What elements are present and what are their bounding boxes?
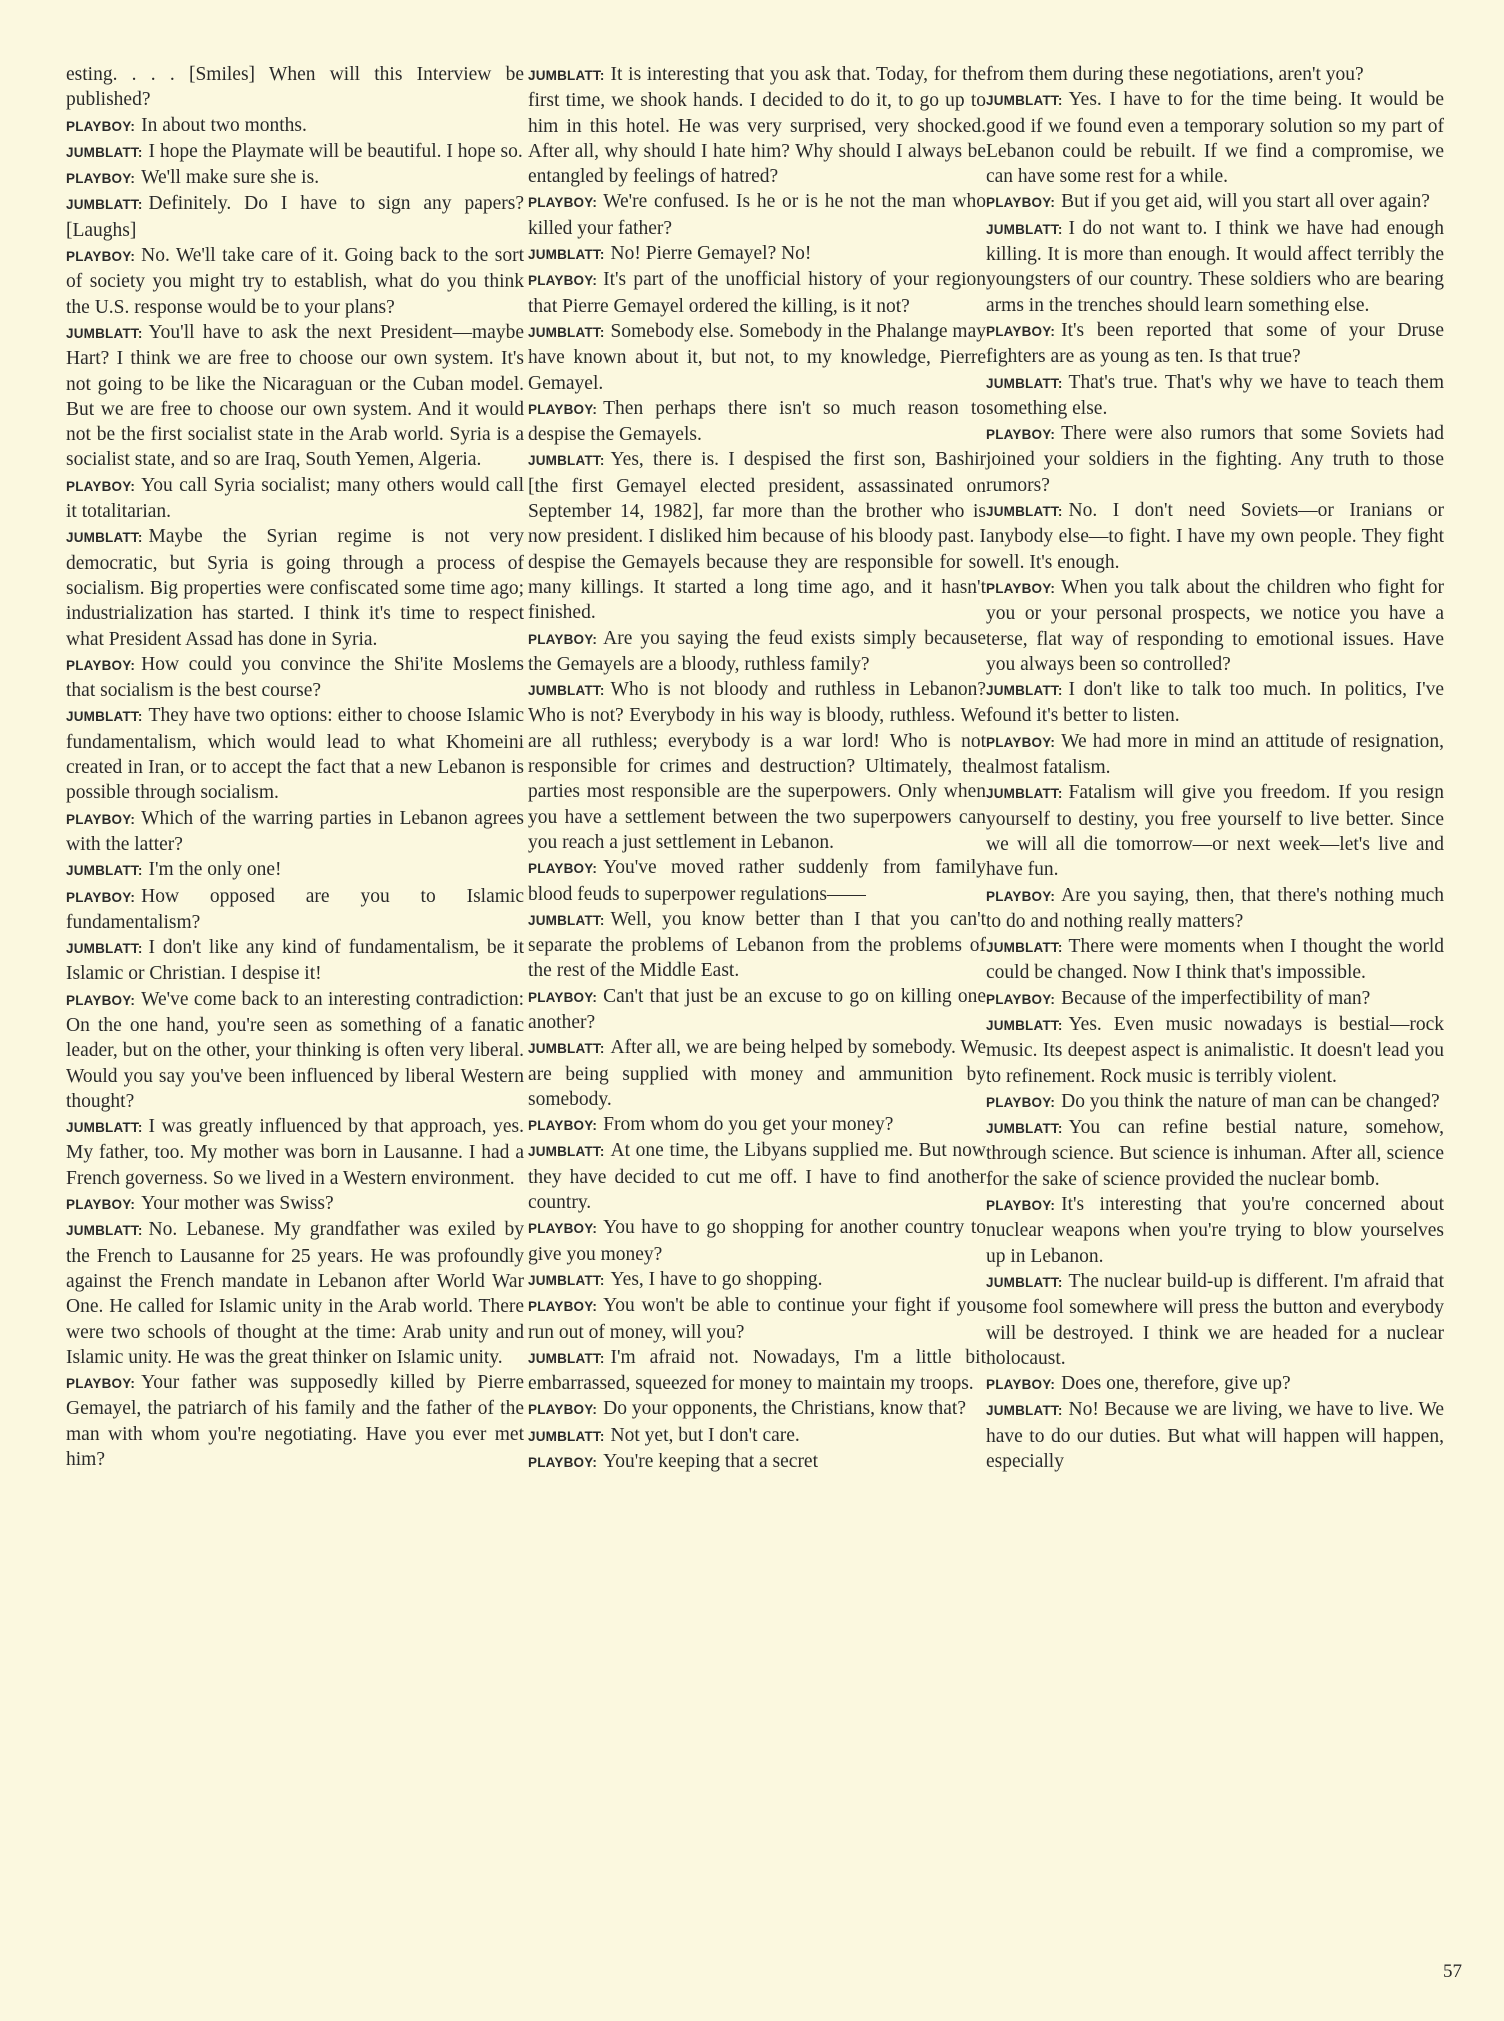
paragraph-text: After all, we are being helped by somebody. We are being supplied with money and ammunition by somebody. (528, 1037, 986, 1110)
speaker-label: PLAYBOY: (986, 991, 1056, 1007)
speaker-label: PLAYBOY: (528, 1455, 598, 1471)
page-number: 57 (1443, 1961, 1462, 1982)
speaker-label: PLAYBOY: (528, 195, 598, 211)
interview-paragraph (986, 318, 1444, 370)
paragraph-text: You call Syria socialist; many others would call it totalitarian. (66, 474, 524, 523)
interview-paragraph (528, 1293, 986, 1345)
speaker-label: JUMBLATT: (66, 144, 143, 160)
paragraph-text: No. Lebanese. My grandfather was exiled by the French to Lausanne for 25 years. He was profoundly against the French mandate in Lebanon after World War One. He called for Islamic unity in the Arab world. There were two schools of thought at the time: Arab unity and Islamic unity. He was the great thinker on Islamic unity. (66, 1219, 524, 1368)
interview-paragraph (528, 907, 986, 984)
paragraph-text: Maybe the Syrian regime is not very democratic, but Syria is going through a process of socialism. Big properties were confiscated some time ago; industrialization has started. I think it's time to respect what President Assad has done in Syria. (66, 526, 524, 650)
paragraph-text: I'm the only one! (148, 859, 282, 881)
interview-paragraph (986, 370, 1444, 422)
paragraph-text: The nuclear build-up is different. I'm afraid that some fool somewhere will press the button and everybody will be destroyed. I think we are headed for a nuclear holocaust. (986, 1270, 1444, 1369)
speaker-label: PLAYBOY: (986, 1198, 1056, 1214)
paragraph-text: I don't like any kind of fundamentalism, be it Islamic or Christian. I despise it! (66, 937, 524, 985)
interview-paragraph (528, 855, 986, 907)
paragraph-text: Not yet, but I don't care. (610, 1424, 800, 1446)
speaker-label: PLAYBOY: (528, 861, 598, 877)
speaker-label: JUMBLATT: (528, 1350, 605, 1366)
speaker-label: JUMBLATT: (66, 1223, 143, 1239)
interview-paragraph (528, 677, 986, 855)
interview-paragraph (66, 191, 524, 243)
paragraph-text: Then perhaps there isn't so much reason to despise the Gemayels. (528, 397, 986, 446)
speaker-label: PLAYBOY: (66, 1376, 136, 1392)
paragraph-text: But if you get aid, will you start all over again? (1061, 191, 1430, 213)
interview-paragraph (528, 1112, 986, 1138)
interview-paragraph (986, 575, 1444, 677)
paragraph-text: Do your opponents, the Christians, know that? (603, 1398, 966, 1420)
paragraph-text: You can refine bestial nature, somehow, through science. But science is inhuman. After all, science for the sake of science provided the nuclear bomb. (986, 1117, 1444, 1190)
interview-paragraph (986, 986, 1444, 1012)
paragraph-text: Well, you know better than I that you can't separate the problems of Lebanon from the problems of the rest of the Middle East. (528, 908, 986, 982)
paragraph-text: When you talk about the children who fight for you or your personal prospects, we notice you have a terse, flat way of responding to emotional issues. Have you always been so controlled? (986, 576, 1444, 675)
paragraph-text: Fatalism will give you freedom. If you resign yourself to destiny, you free yourself to live better. Since we will all die tomorrow—or next week—let's live and have fun. (986, 782, 1444, 881)
speaker-label: JUMBLATT: (66, 1120, 143, 1136)
interview-paragraph (528, 1138, 986, 1215)
speaker-label: PLAYBOY: (986, 427, 1056, 443)
paragraph-text: You have to go shopping for another country to give you money? (528, 1217, 986, 1265)
paragraph-text: It's been reported that some of your Druse fighters are as young as ten. Is that true? (986, 319, 1444, 368)
interview-paragraph (986, 883, 1444, 935)
paragraph-text: That's true. That's why we have to teach them something else. (986, 371, 1444, 419)
interview-paragraph (66, 524, 524, 651)
interview-paragraph (66, 165, 524, 191)
interview-paragraph (986, 1397, 1444, 1474)
paragraph-text: You're keeping that a secret (603, 1451, 819, 1473)
interview-paragraph (66, 987, 524, 1114)
interview-paragraph (66, 139, 524, 165)
interview-paragraph (528, 1035, 986, 1112)
interview-paragraph (528, 319, 986, 396)
interview-paragraph (528, 1449, 986, 1475)
text-column-2 (528, 62, 986, 1475)
text-column-3 (986, 62, 1444, 1474)
speaker-label: PLAYBOY: (528, 1221, 598, 1237)
paragraph-text: I'm afraid not. Nowadays, I'm a little bit embarrassed, squeezed for money to maintain my troops. (528, 1346, 986, 1395)
paragraph-text: They have two options: either to choose Islamic fundamentalism, which would lead to what Khomeini created in Iran, or to accept the fact that a new Lebanon is possible through socialism. (66, 705, 524, 804)
paragraph-text: We're confused. Is he or is he not the man who killed your father? (528, 191, 986, 239)
paragraph-text: There were moments when I thought the world could be changed. Now I think that's impossible. (986, 936, 1444, 984)
interview-paragraph (528, 396, 986, 448)
paragraph-text: You've moved rather suddenly from family blood feuds to superpower regulations—— (528, 857, 986, 905)
interview-paragraph (66, 62, 524, 113)
speaker-label: PLAYBOY: (528, 1299, 598, 1315)
paragraph-text: No! Because we are living, we have to live. We have to do our duties. But what will happen will happen, especially (986, 1399, 1444, 1473)
speaker-label: PLAYBOY: (528, 1118, 598, 1134)
speaker-label: JUMBLATT: (528, 68, 605, 83)
interview-paragraph (528, 62, 986, 189)
paragraph-text: I was greatly influenced by that approach, yes. My father, too. My mother was born in Lausanne. I had a French governess. So we lived in a Western environment. (66, 1116, 524, 1189)
interview-paragraph (986, 216, 1444, 318)
speaker-label: PLAYBOY: (66, 118, 136, 134)
speaker-label: PLAYBOY: (986, 323, 1056, 339)
paragraph-text: Are you saying the feud exists simply because the Gemayels are a bloody, ruthless family? (528, 627, 986, 675)
speaker-label: JUMBLATT: (528, 247, 605, 263)
interview-paragraph (528, 1345, 986, 1397)
speaker-label: JUMBLATT: (528, 683, 605, 699)
paragraph-text: It's part of the unofficial history of your region that Pierre Gemayel ordered the killing, is it not? (528, 269, 986, 317)
speaker-label: JUMBLATT: (986, 1121, 1063, 1137)
paragraph-text: I don't like to talk too much. In politics, I've found it's better to listen. (986, 679, 1444, 727)
interview-paragraph (528, 1423, 986, 1449)
paragraph-text: No. I don't need Soviets—or Iranians or anybody else—to fight. I have my own people. They fight well. It's enough. (986, 500, 1444, 573)
paragraph-text: No. We'll take care of it. Going back to the sort of society you might try to establish, what do you think the U.S. response would be to your plans? (66, 245, 524, 318)
paragraph-text: It is interesting that you ask that. Today, for the first time, we shook hands. I decided to do it, to go up to him in this hotel. He was very surprised, very shocked. After all, why should I hate him? Why should I always be entangled by feelings of hatred? (528, 64, 986, 188)
paragraph-text: You won't be able to continue your fight if you run out of money, will you? (528, 1295, 986, 1343)
speaker-label: JUMBLATT: (986, 504, 1063, 520)
paragraph-text: We've come back to an interesting contradiction: On the one hand, you're seen as something of a fanatic leader, but on the other, your thinking is often very liberal. Would you say you've been influenced by liberal Western thought? (66, 988, 524, 1112)
interview-paragraph (986, 934, 1444, 986)
interview-paragraph (986, 87, 1444, 189)
paragraph-text: esting. . . . [Smiles] When will this Interview be published? (66, 64, 524, 111)
interview-paragraph (986, 1192, 1444, 1269)
paragraph-text: How opposed are you to Islamic fundamentalism? (66, 885, 524, 933)
speaker-label: JUMBLATT: (66, 941, 143, 957)
interview-paragraph (528, 189, 986, 241)
speaker-label: JUMBLATT: (528, 912, 605, 928)
interview-paragraph (528, 1215, 986, 1267)
paragraph-text: Can't that just be an excuse to go on killing one another? (528, 985, 986, 1033)
speaker-label: PLAYBOY: (66, 1197, 136, 1213)
interview-paragraph (986, 1115, 1444, 1192)
speaker-label: PLAYBOY: (66, 171, 136, 187)
speaker-label: JUMBLATT: (986, 1403, 1063, 1419)
interview-paragraph (528, 1396, 986, 1422)
paragraph-text: There were also rumors that some Soviets had joined your soldiers in the fighting. Any truth to those rumors? (986, 423, 1444, 496)
speaker-label: JUMBLATT: (66, 709, 143, 725)
interview-paragraph (986, 498, 1444, 575)
interview-paragraph (986, 1089, 1444, 1115)
paragraph-text: Yes. Even music nowadays is bestial—rock music. Its deepest aspect is animalistic. It doesn't lead you to refinement. Rock music is terribly violent. (986, 1013, 1444, 1087)
speaker-label: JUMBLATT: (66, 863, 143, 879)
paragraph-text: Definitely. Do I have to sign any papers? [Laughs] (66, 193, 524, 241)
interview-paragraph (528, 1267, 986, 1293)
paragraph-text: We had more in mind an attitude of resignation, almost fatalism. (986, 730, 1444, 779)
paragraph-text: Which of the warring parties in Lebanon agrees with the latter? (66, 807, 524, 855)
paragraph-text: Because of the imperfectibility of man? (1061, 987, 1371, 1009)
interview-paragraph (66, 884, 524, 936)
speaker-label: PLAYBOY: (66, 478, 136, 494)
paragraph-text: Yes, there is. I despised the first son, Bashir [the first Gemayel elected president, assassinated on September 14, 1982], far more than the brother who is now president. I disliked him because of his bloody past. I despise the Gemayels because they are responsible for so many killings. It started a long time ago, and it hasn't finished. (528, 449, 986, 624)
speaker-label: PLAYBOY: (528, 1402, 598, 1418)
speaker-label: PLAYBOY: (66, 889, 136, 905)
paragraph-text: Somebody else. Somebody in the Phalange may have known about it, but not, to my knowledge, Pierre Gemayel. (528, 320, 986, 394)
paragraph-text: At one time, the Libyans supplied me. But now they have decided to cut me off. I have to find another country. (528, 1140, 986, 1214)
interview-paragraph (986, 1371, 1444, 1397)
speaker-label: JUMBLATT: (528, 324, 605, 340)
speaker-label: JUMBLATT: (528, 1272, 605, 1288)
paragraph-text: from them during these negotiations, aren't you? (986, 64, 1364, 85)
speaker-label: PLAYBOY: (986, 1377, 1056, 1393)
interview-paragraph (66, 806, 524, 858)
speaker-label: PLAYBOY: (986, 580, 1056, 596)
interview-paragraph (528, 984, 986, 1036)
speaker-label: PLAYBOY: (528, 631, 598, 647)
interview-paragraph (66, 1114, 524, 1191)
interview-paragraph (66, 652, 524, 704)
speaker-label: PLAYBOY: (66, 657, 136, 673)
paragraph-text: Are you saying, then, that there's nothing much to do and nothing really matters? (986, 884, 1444, 932)
interview-paragraph (986, 780, 1444, 882)
paragraph-text: I do not want to. I think we have had enough killing. It is more than enough. It would affect terribly the youngsters of our country. These soldiers who are bearing arms in the trenches should learn something else. (986, 217, 1444, 316)
paragraph-text: Who is not bloody and ruthless in Lebanon? Who is not? Everybody in his way is bloody, ruthless. We are all ruthless; everybody is a war lord! Who is not responsible for crimes and destruction? Ultimately, the parties most responsible are the superpowers. Only when you have a settlement between the two superpowers can you reach a just settlement in Lebanon. (528, 679, 986, 853)
speaker-label: PLAYBOY: (528, 401, 598, 417)
paragraph-text: In about two months. (141, 114, 307, 136)
speaker-label: JUMBLATT: (986, 786, 1063, 802)
interview-paragraph (66, 857, 524, 883)
speaker-label: JUMBLATT: (986, 940, 1063, 956)
interview-paragraph (986, 729, 1444, 781)
paragraph-text: No! Pierre Gemayel? No! (610, 243, 812, 265)
speaker-label: PLAYBOY: (528, 989, 598, 1005)
interview-paragraph (528, 241, 986, 267)
speaker-label: JUMBLATT: (66, 325, 143, 341)
speaker-label: JUMBLATT: (986, 221, 1063, 237)
speaker-label: JUMBLATT: (528, 1041, 605, 1057)
speaker-label: PLAYBOY: (66, 992, 136, 1008)
interview-paragraph (66, 1191, 524, 1217)
interview-paragraph (528, 267, 986, 319)
speaker-label: PLAYBOY: (528, 273, 598, 289)
speaker-label: PLAYBOY: (986, 195, 1056, 211)
interview-paragraph (66, 703, 524, 805)
interview-paragraph (528, 447, 986, 625)
interview-paragraph (528, 626, 986, 678)
interview-paragraph (986, 677, 1444, 729)
paragraph-text: It's interesting that you're concerned about nuclear weapons when you're trying to blow yourselves up in Lebanon. (986, 1194, 1444, 1267)
interview-paragraph (66, 1217, 524, 1370)
speaker-label: PLAYBOY: (986, 888, 1056, 904)
speaker-label: PLAYBOY: (66, 811, 136, 827)
paragraph-text: We'll make sure she is. (141, 167, 320, 189)
paragraph-text: Do you think the nature of man can be changed? (1061, 1090, 1440, 1112)
interview-paragraph (986, 421, 1444, 498)
paragraph-text: Does one, therefore, give up? (1061, 1373, 1291, 1395)
speaker-label: JUMBLATT: (986, 93, 1063, 109)
interview-paragraph (66, 1370, 524, 1472)
speaker-label: JUMBLATT: (986, 683, 1063, 699)
speaker-label: JUMBLATT: (528, 1144, 605, 1160)
interview-paragraph (986, 1012, 1444, 1089)
text-column-1 (66, 62, 524, 1472)
interview-paragraph (66, 320, 524, 473)
paragraph-text: Your mother was Swiss? (141, 1193, 334, 1215)
interview-paragraph (986, 1269, 1444, 1371)
speaker-label: JUMBLATT: (528, 1428, 605, 1444)
speaker-label: JUMBLATT: (986, 1274, 1063, 1290)
interview-paragraph (66, 473, 524, 525)
paragraph-text: Your father was supposedly killed by Pierre Gemayel, the patriarch of his family and the father of the man with whom you're negotiating. Have you ever met him? (66, 1372, 524, 1471)
paragraph-text: You'll have to ask the next President—maybe Hart? I think we are free to choose our own system. It's not going to be like the Nicaraguan or the Cuban model. But we are free to choose our own system. And it would not be the first socialist state in the Arab world. Syria is a socialist state, and so are Iraq, South Yemen, Algeria. (66, 321, 524, 471)
paragraph-text: From whom do you get your money? (603, 1114, 894, 1136)
speaker-label: JUMBLATT: (66, 530, 143, 546)
paragraph-text: I hope the Playmate will be beautiful. I hope so. (148, 140, 523, 162)
speaker-label: JUMBLATT: (528, 453, 605, 469)
speaker-label: PLAYBOY: (66, 249, 136, 265)
interview-paragraph (986, 189, 1444, 215)
interview-paragraph (66, 935, 524, 987)
speaker-label: PLAYBOY: (986, 1094, 1056, 1110)
paragraph-text: Yes, I have to go shopping. (610, 1268, 823, 1290)
speaker-label: PLAYBOY: (986, 734, 1056, 750)
speaker-label: JUMBLATT: (66, 197, 143, 213)
speaker-label: JUMBLATT: (986, 1017, 1063, 1033)
paragraph-text: How could you convince the Shi'ite Moslems that socialism is the best course? (66, 653, 524, 702)
speaker-label: JUMBLATT: (986, 375, 1063, 391)
paragraph-text: Yes. I have to for the time being. It would be good if we found even a temporary solution so my part of Lebanon could be rebuilt. If we find a compromise, we can have some rest for a while. (986, 89, 1444, 188)
interview-paragraph (66, 113, 524, 139)
interview-paragraph (66, 243, 524, 320)
interview-paragraph (986, 62, 1444, 87)
